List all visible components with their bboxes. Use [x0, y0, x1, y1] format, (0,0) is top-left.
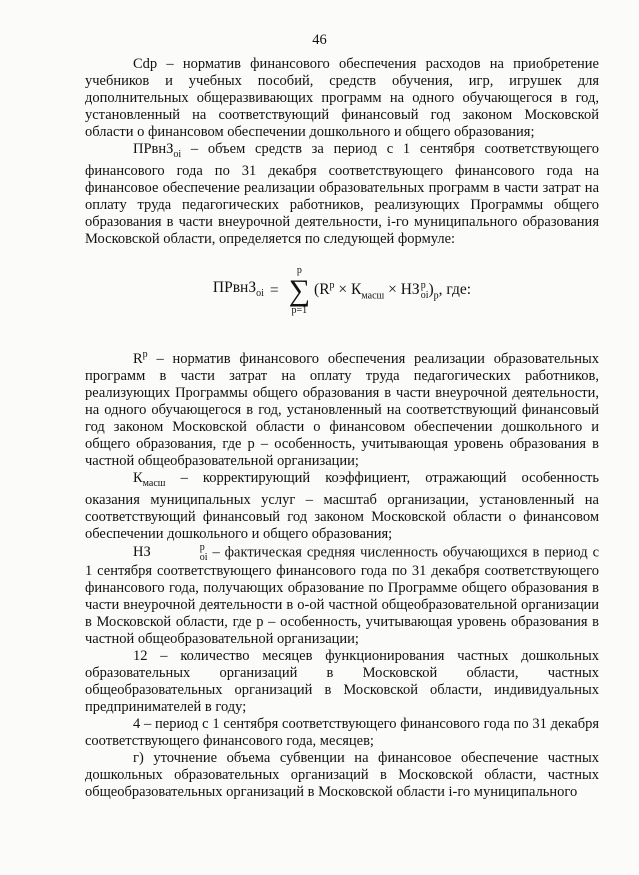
paragraph-12-months: 12 – количество месяцев функционирования частных дошкольных образовательных организаций в Московской области, частных общеобразовательных организаций в Московской области, индивидуальных предпринимателей в году; — [85, 647, 599, 715]
paragraph-kmasch — [85, 470, 599, 543]
paragraph-prvnz — [85, 141, 599, 248]
symbol-r: $R^p$ — [133, 348, 148, 367]
paragraph-text: – норматив финансового обеспечения расходов на приобретение учебников и учебных пособий, средств обучения, игр, игрушек для дополнительных общеразвивающих программ на одного обучающегося в год, установленный на соответствующий финансовый год законом Московской области о финансовом обеспечении дошкольного и общего образования; — [85, 56, 599, 140]
symbol-cdp: Cdp — [133, 56, 158, 72]
formula-rhs: ($R^p \times К_{масш}$ × НЗ p oi )$_p$, где: — [314, 279, 472, 302]
paragraph-text: – корректирующий коэффициент, отражающий особенность оказания муниципальных услуг – масштаб организации, установленный на соответствующий финансовый год законом Московской области о финансовом обеспечении дошкольного и общего образования; — [85, 469, 599, 542]
paragraph-text: – фактическая средняя численность обучающихся в период с 1 сентября соответствующего финансового года по 31 декабря соответствующего финансового года, получающих образование по Программе общего образования в части внеурочной деятельности в о-ой частной общеобразовательной организации в Московской области, где p – особенность, учитывающая уровень образования в частной общеобразовательной организации; — [85, 543, 599, 647]
paragraph-cdp — [85, 56, 599, 141]
body-text — [85, 56, 599, 801]
paragraph-r — [85, 346, 599, 470]
symbol-nz: НЗ p oi — [133, 541, 208, 563]
paragraph-g: г) уточнение объема субвенции на финансовое обеспечение частных дошкольных образовательных организаций в Московской области, частных общеобразовательных организаций в Московской области i-го муниципального — [85, 749, 599, 800]
paragraph-nz — [85, 543, 599, 648]
summation-sign: p ∑ p=1 — [288, 264, 311, 316]
paragraph-4-months: 4 – период с 1 сентября соответствующего финансового года по 31 декабря соответствующего финансового года, месяцев; — [85, 715, 599, 749]
symbol-prvnz: ПРвнЗ$_{oi}$ — [133, 141, 182, 160]
formula-equals: = — [269, 282, 279, 300]
paragraph-text: – объем средств за период с 1 сентября соответствующего финансового года по 31 декабря соответствующего финансового года на финансовое обеспечение реализации образовательных программ в части затрат на оплату труда педагогических работников, реализующих Программы общего образования в части внеурочной деятельности, i-го муниципального образования Московской области, определяется по следующей формуле: — [85, 141, 599, 247]
formula — [85, 258, 599, 324]
paragraph-text: – норматив финансового обеспечения реализации образовательных программ в части затрат на оплату труда педагогических работников, реализующих Программы общего образования в части внеурочной деятельности, на одного обучающегося в год, установленный на соответствующий финансовый год законом Московской области о финансовом обеспечении дошкольного и общего образования, где p – особенность, учитывающая уровень образования в частной общеобразовательной организации; — [85, 350, 599, 469]
formula-lhs: ПРвнЗ$_{oi}$ — [212, 279, 264, 300]
page-number: 46 — [312, 32, 327, 48]
symbol-kmasch: $К_{масш}$ — [133, 469, 166, 489]
